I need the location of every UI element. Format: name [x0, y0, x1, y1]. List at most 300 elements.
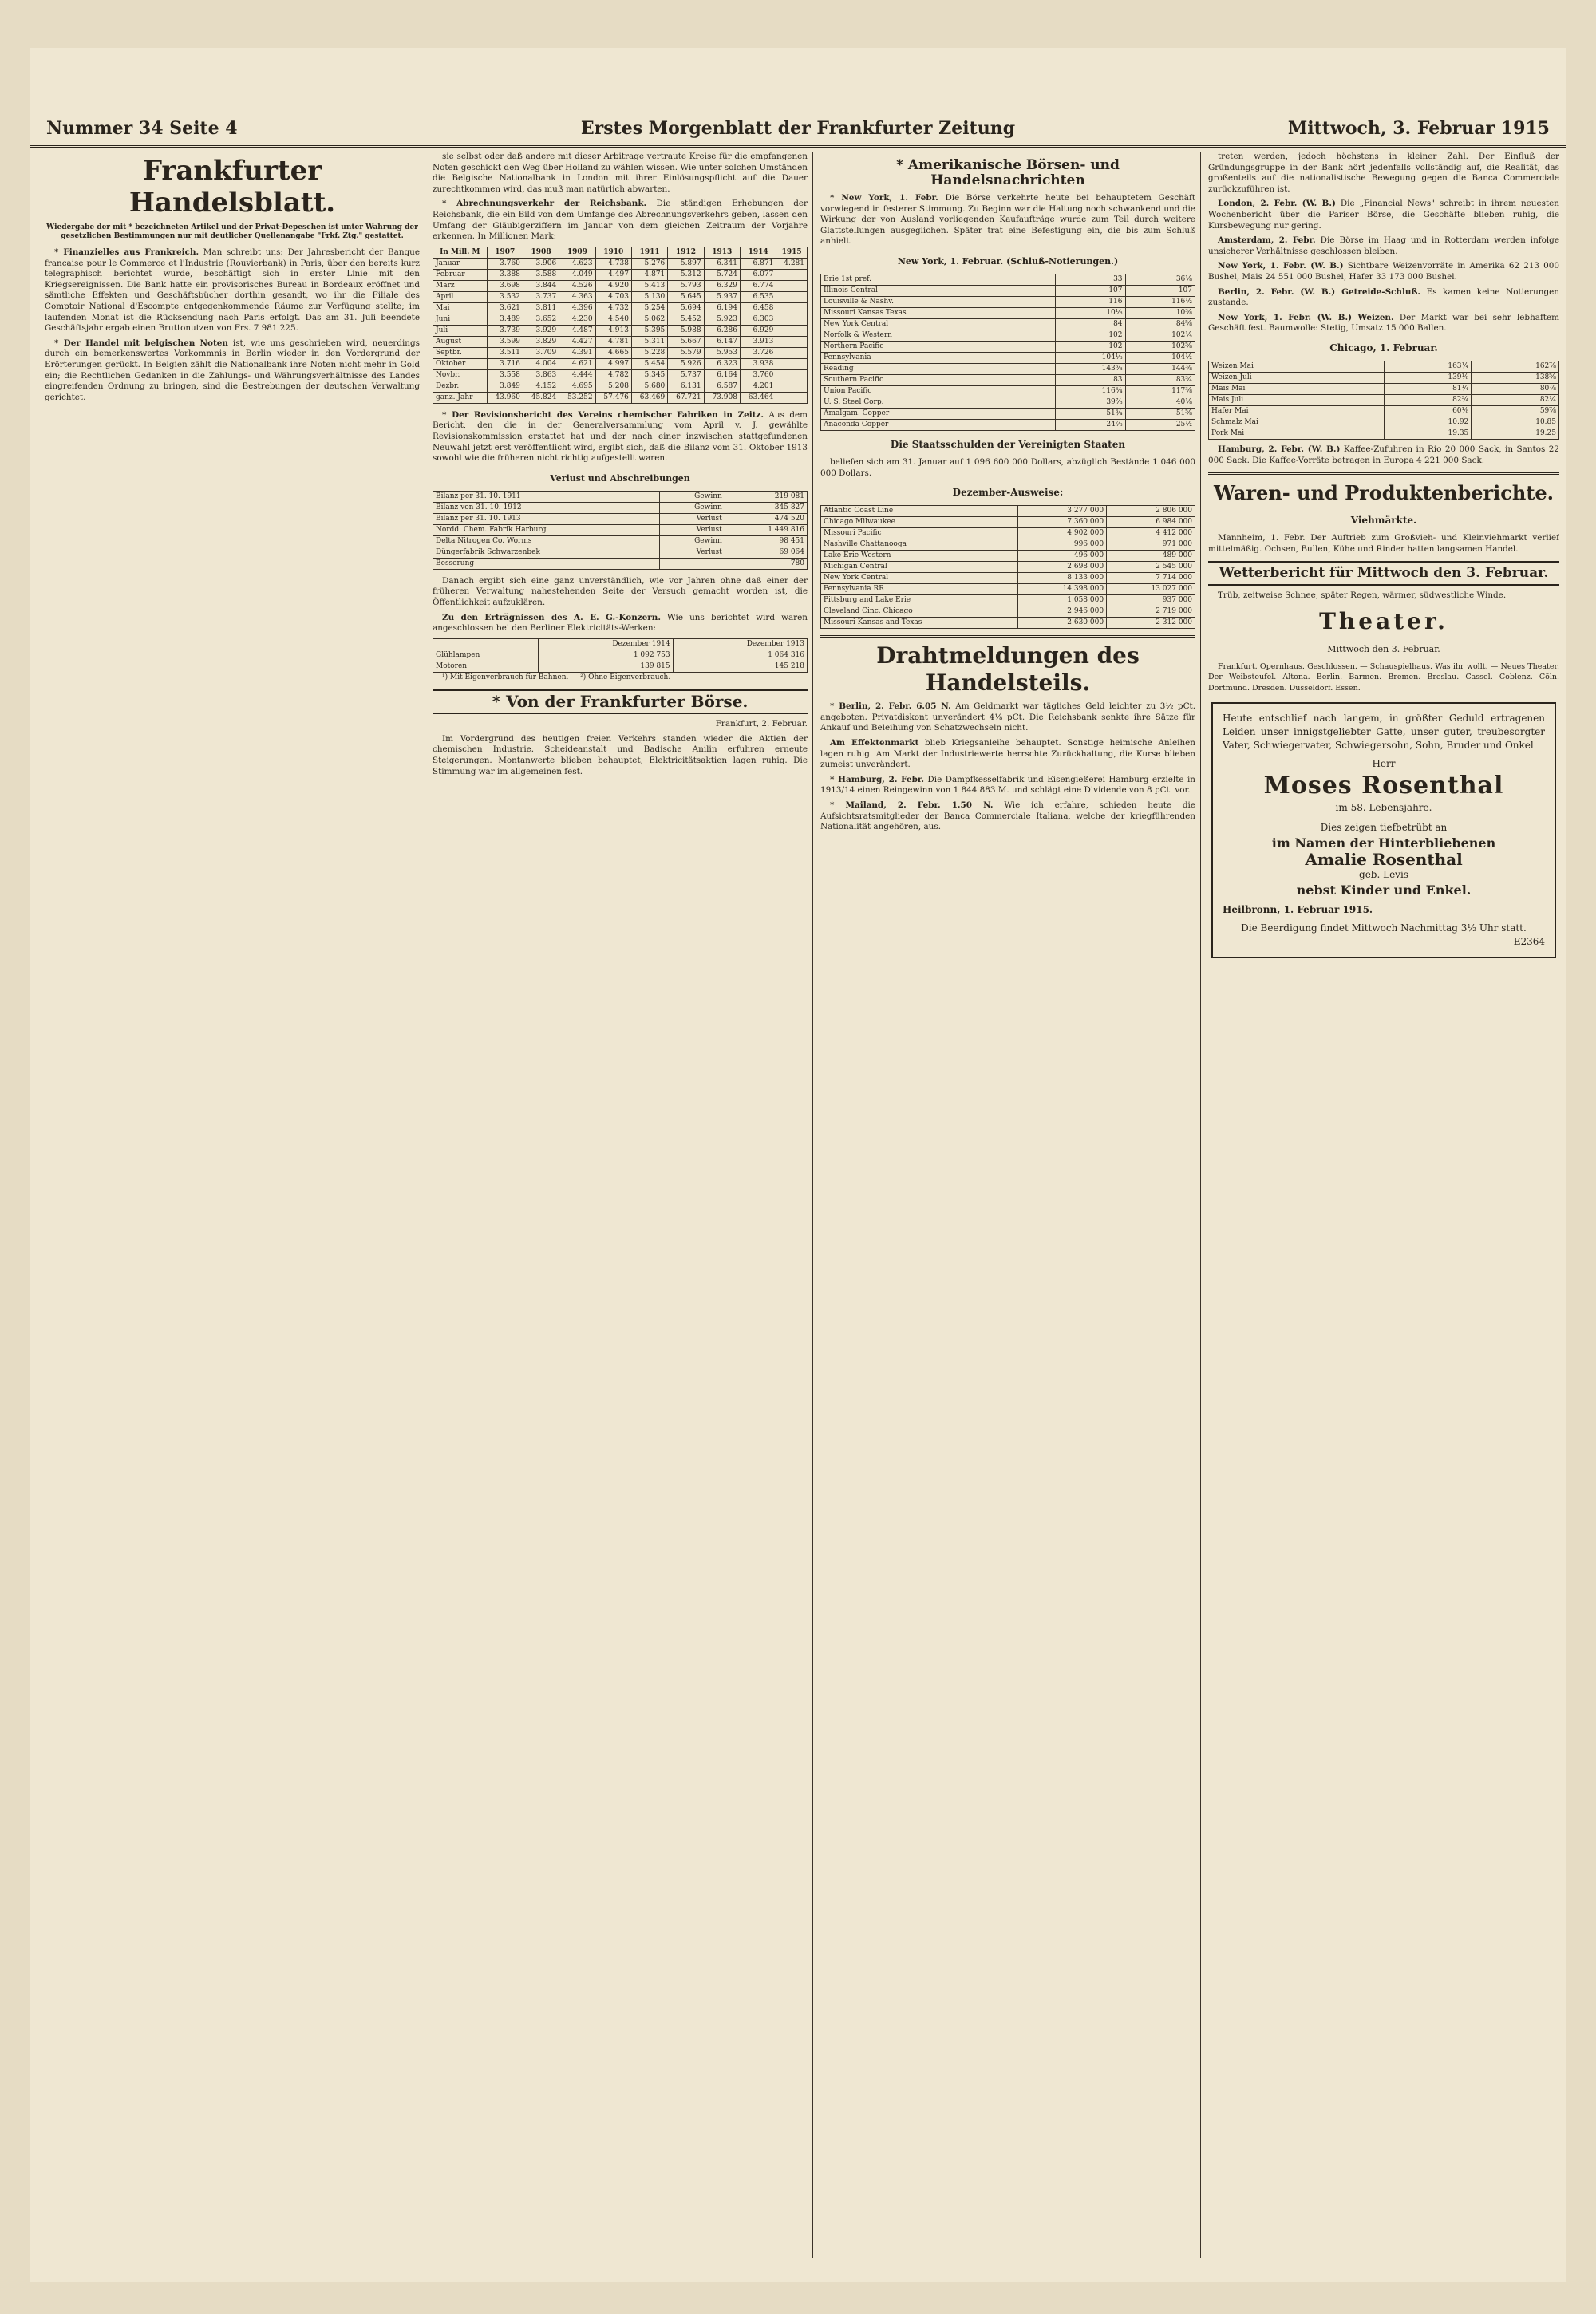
table-cell: 5.208 — [595, 381, 631, 392]
table-cell — [776, 369, 808, 381]
table-cell: 6.323 — [704, 358, 740, 369]
table-cell: 6.341 — [704, 258, 740, 269]
table-cell: 36⅛ — [1125, 274, 1195, 285]
article-headline: * New York, 1. Febr. — [830, 193, 938, 203]
table-cell — [776, 347, 808, 358]
issue-date: Mittwoch, 3. Februar 1915 — [1287, 118, 1550, 139]
table-cell: 14 398 000 — [1018, 584, 1107, 595]
section-title: Frankfurter Handelsblatt. — [128, 155, 336, 219]
article: * New York, 1. Febr. Die Börse verkehrte heute bei behauptetem Geschäft vorwiegend in festerer Stimmung. Zu Beginn war die Haltung noch schwankend und die Wirkung der von Ausland vorliegenden Kaufaufträge wurde zum Teil durch weitere Glattstellungen ausgeglichen. Später trat eine Befestigung ein, die bis zum Schluß anhielt. — [820, 193, 1195, 247]
theater-date: Mittwoch den 3. Februar. — [1327, 643, 1440, 654]
table-row — [433, 661, 808, 672]
table-cell: 3.929 — [523, 325, 559, 336]
column-header: 1910 — [595, 247, 631, 258]
table-cell: 4 412 000 — [1107, 528, 1195, 539]
table-cell: 3.588 — [523, 269, 559, 280]
dateline: Frankfurt, 2. Februar. — [715, 719, 808, 729]
column-handelsblatt — [45, 152, 420, 2258]
table-cell: 6.164 — [704, 369, 740, 381]
table-cell — [776, 325, 808, 336]
table-cell: 5.667 — [668, 336, 704, 347]
article: Amsterdam, 2. Febr. Die Börse im Haag und in Rotterdam werden infolge unsicherer Verhältnisse geschlossen bleiben. — [1208, 235, 1559, 256]
table-cell: 3 277 000 — [1018, 506, 1107, 517]
table-cell: 6.131 — [668, 381, 704, 392]
row-label: Glühlampen — [433, 650, 539, 661]
table-cell: 4.391 — [559, 347, 595, 358]
table-cell: 3.938 — [740, 358, 776, 369]
table-cell: 67.721 — [668, 392, 704, 403]
table-cell: 6.147 — [704, 336, 740, 347]
table-cell: 3.829 — [523, 336, 559, 347]
table-cell: 5.645 — [668, 291, 704, 302]
table-cell: 144⅜ — [1125, 363, 1195, 374]
table-row — [821, 296, 1195, 307]
article: beliefen sich am 31. Januar auf 1 096 600 000 Dollars, abzüglich Bestände 1 046 000 000 Dollars. — [820, 456, 1195, 478]
row-label: Hafer Mai — [1209, 405, 1385, 417]
table-cell: 6.774 — [740, 280, 776, 291]
table-cell: 4 902 000 — [1018, 528, 1107, 539]
table-title: Chicago, 1. Februar. — [1329, 342, 1438, 353]
table-cell: Verlust — [660, 513, 725, 524]
table-cell: 5.724 — [704, 269, 740, 280]
table-title: Verlust und Abschreibungen — [550, 472, 690, 484]
table-row — [1209, 372, 1559, 383]
table-cell: 117⅜ — [1125, 385, 1195, 397]
table-row — [821, 274, 1195, 285]
row-label: Dezbr. — [433, 381, 488, 392]
table-cell — [776, 336, 808, 347]
table-cell — [776, 302, 808, 314]
table-cell: 4.703 — [595, 291, 631, 302]
table-cell: 59⅞ — [1472, 405, 1559, 417]
theater-title: Theater. — [1319, 607, 1448, 634]
table-row — [433, 650, 808, 661]
table-cell: 6.929 — [740, 325, 776, 336]
table-row — [821, 352, 1195, 363]
column-divider — [812, 152, 813, 2258]
article-headline: * Abrechnungsverkehr der Reichsbank. — [442, 199, 647, 209]
table-cell: 163¼ — [1384, 361, 1472, 372]
funeral-info: Die Beerdigung findet Mittwoch Nachmittag 3½ Uhr statt. — [1241, 922, 1527, 934]
table-cell: 6.587 — [704, 381, 740, 392]
table-cell: 345 827 — [725, 502, 807, 513]
stock-quotes-table — [820, 274, 1195, 431]
table-row — [821, 419, 1195, 430]
table-cell: 937 000 — [1107, 595, 1195, 606]
table-cell: 4.623 — [559, 258, 595, 269]
table-cell — [776, 291, 808, 302]
table-row — [433, 258, 808, 269]
row-label: Pennsylvania RR — [821, 584, 1018, 595]
table-cell: Verlust — [660, 524, 725, 535]
table-row — [433, 302, 808, 314]
table-row — [433, 336, 808, 347]
table-row — [821, 528, 1195, 539]
table-cell: 51¾ — [1056, 408, 1125, 419]
deceased-name: Moses Rosenthal — [1263, 771, 1504, 800]
table-row — [433, 392, 808, 403]
article-headline: * Berlin, 2. Febr. 6.05 N. — [830, 701, 951, 712]
table-title: Die Staatsschulden der Vereinigten Staaten — [890, 438, 1126, 450]
table-row — [821, 318, 1195, 330]
table-cell: 2 719 000 — [1107, 606, 1195, 618]
row-label: Januar — [433, 258, 488, 269]
table-row — [1209, 383, 1559, 394]
table-cell: 145 218 — [673, 661, 807, 672]
table-cell: 102 — [1056, 341, 1125, 352]
table-row — [821, 517, 1195, 528]
table-row — [821, 374, 1195, 385]
row-label: Juli — [433, 325, 488, 336]
article: Mannheim, 1. Febr. Der Auftrieb zum Großvieh- und Kleinviehmarkt verlief mittelmäßig. Ochsen, Bullen, Kühe und Rinder hatten langsamen Handel. — [1208, 533, 1559, 554]
table-cell: 10.85 — [1472, 417, 1559, 428]
table-cell: 5.345 — [631, 369, 667, 381]
table-cell: 104½ — [1125, 352, 1195, 363]
table-cell: 5.276 — [631, 258, 667, 269]
table-cell: 83 — [1056, 374, 1125, 385]
table-cell: 5.130 — [631, 291, 667, 302]
table-cell: 5.254 — [631, 302, 667, 314]
chicago-table — [1208, 361, 1559, 440]
article-headline: Hamburg, 2. Febr. (W. B.) — [1218, 444, 1341, 454]
newspaper-title: Erstes Morgenblatt der Frankfurter Zeitung — [580, 118, 1016, 139]
table-row — [821, 606, 1195, 618]
table-row — [433, 547, 808, 558]
table-cell: 69 064 — [725, 547, 807, 558]
table-cell — [660, 558, 725, 569]
table-cell: Verlust — [660, 547, 725, 558]
table-row — [821, 307, 1195, 318]
table-cell: Dezember 1914 — [539, 638, 673, 650]
table-cell: 7 360 000 — [1018, 517, 1107, 528]
row-label: Besserung — [433, 558, 660, 569]
table-cell — [776, 381, 808, 392]
table-row — [433, 491, 808, 502]
table-row — [1209, 361, 1559, 372]
table-cell: 3.716 — [487, 358, 523, 369]
death-notice — [1211, 702, 1556, 958]
row-label: Erie 1st pref. — [821, 274, 1056, 285]
table-cell: 33 — [1056, 274, 1125, 285]
notice-place-date: Heilbronn, 1. Februar 1915. — [1223, 903, 1373, 915]
table-cell: 4.487 — [559, 325, 595, 336]
table-row — [433, 325, 808, 336]
table-cell: 3.532 — [487, 291, 523, 302]
table-row — [821, 551, 1195, 562]
column-header: 1914 — [740, 247, 776, 258]
table-cell: 39⅞ — [1056, 397, 1125, 408]
table-cell: 3.760 — [487, 258, 523, 269]
table-cell: 138⅝ — [1472, 372, 1559, 383]
table-cell: 3.849 — [487, 381, 523, 392]
row-label: Oktober — [433, 358, 488, 369]
table-cell: 104⅛ — [1056, 352, 1125, 363]
column-header: 1907 — [487, 247, 523, 258]
table-cell: 73.908 — [704, 392, 740, 403]
table-cell: 60⅛ — [1384, 405, 1472, 417]
widow-born: geb. Levis — [1359, 868, 1408, 880]
table-cell: 3.652 — [523, 314, 559, 325]
table-row — [433, 638, 808, 650]
table-cell: 116 — [1056, 296, 1125, 307]
article: Zu den Erträgnissen des A. E. G.-Konzern. Wie uns berichtet wird waren angeschlossen bei den Berliner Elektricitäts-Werken: — [433, 612, 808, 634]
row-label: Nordd. Chem. Fabrik Harburg — [433, 524, 660, 535]
article-headline: * Hamburg, 2. Febr. — [830, 774, 924, 784]
section-title: Waren- und Produktenberichte. — [1208, 472, 1559, 507]
article-headline: Amsterdam, 2. Febr. — [1218, 235, 1316, 246]
row-label: Pork Mai — [1209, 428, 1385, 439]
table-cell: Gewinn — [660, 491, 725, 502]
table-cell: 3.558 — [487, 369, 523, 381]
row-label: Norfolk & Western — [821, 330, 1056, 341]
row-label: Mais Mai — [1209, 383, 1385, 394]
row-label: Missouri Pacific — [821, 528, 1018, 539]
table-cell — [776, 280, 808, 291]
article: * Berlin, 2. Febr. 6.05 N. Am Geldmarkt war tägliches Geld leichter zu 3½ pCt. angeboten. Privatdiskont unverändert 4⅛ pCt. Die Reichsbank senkte ihre Sätze für Ankauf und Beleihung von Schatzwechseln nicht. — [820, 701, 1195, 733]
row-label: Bilanz von 31. 10. 1912 — [433, 502, 660, 513]
table-cell: 107 — [1125, 285, 1195, 296]
table-row — [821, 330, 1195, 341]
table-cell: 4.621 — [559, 358, 595, 369]
widow-name: Amalie Rosenthal — [1305, 849, 1463, 869]
table-cell: 6.077 — [740, 269, 776, 280]
table-cell: 116½ — [1125, 296, 1195, 307]
subsection-title: Viehmärkte. — [1350, 515, 1417, 527]
table-cell: 6.303 — [740, 314, 776, 325]
table-row — [821, 397, 1195, 408]
table-cell: 3.698 — [487, 280, 523, 291]
table-cell: 102¼ — [1125, 330, 1195, 341]
table-row — [821, 562, 1195, 573]
table-title: New York, 1. Februar. (Schluß-Notierungen.) — [897, 255, 1119, 267]
theater-listing: Frankfurt. Opernhaus. Geschlossen. — Schauspielhaus. Was ihr wollt. — Neues Theater. Der Weibsteufel. Altona. Berlin. Barmen. Bremen. Breslau. Cassel. Coblenz. Cöln. Dortmund. Dresden. Düsseldorf. Essen. — [1208, 661, 1559, 693]
row-label: Mai — [433, 302, 488, 314]
column-divider — [1200, 152, 1201, 2258]
row-label: Anaconda Copper — [821, 419, 1056, 430]
table-cell: 4.004 — [523, 358, 559, 369]
row-label: Lake Erie Western — [821, 551, 1018, 562]
row-label: Southern Pacific — [821, 374, 1056, 385]
table-cell: 139⅛ — [1384, 372, 1472, 383]
table-cell: 474 520 — [725, 513, 807, 524]
table-row — [433, 524, 808, 535]
table-cell — [776, 269, 808, 280]
row-label: Union Pacific — [821, 385, 1056, 397]
table-row — [821, 618, 1195, 629]
table-cell: 3.739 — [487, 325, 523, 336]
table-row — [1209, 428, 1559, 439]
table-cell: 3.599 — [487, 336, 523, 347]
table-cell: 5.413 — [631, 280, 667, 291]
article-headline: Zu den Erträgnissen des A. E. G.-Konzern. — [442, 612, 661, 622]
table-row — [433, 513, 808, 524]
table-cell: 4.201 — [740, 381, 776, 392]
row-label: Mais Juli — [1209, 394, 1385, 405]
column-reichsbank — [433, 152, 808, 2258]
article-headline: London, 2. Febr. (W. B.) — [1218, 199, 1336, 209]
table-cell: 5.454 — [631, 358, 667, 369]
table-cell: 5.926 — [668, 358, 704, 369]
row-label: Juni — [433, 314, 488, 325]
table-cell: 98 451 — [725, 535, 807, 547]
table-cell: 3.388 — [487, 269, 523, 280]
article: * Der Handel mit belgischen Noten ist, wie uns geschrieben wird, neuerdings durch ein bemerkenswertes Vorkommnis in Berlin wieder in den Vordergrund der Erörterungen gerückt. In Belgien zählt die Nationalbank ihre Noten nicht mehr in Gold ein; die Rechtlichen Gedanken in die Zahlungs- und Währungsverhältnisse des Landes eingreifenden Ordnung zu bringen, sind die Bestrebungen der deutschen Verwaltung gerichtet. — [45, 338, 420, 402]
table-row — [433, 347, 808, 358]
table-cell: 5.579 — [668, 347, 704, 358]
table-cell: 971 000 — [1107, 539, 1195, 551]
article: * Der Revisionsbericht des Vereins chemischer Fabriken in Zeitz. Aus dem Bericht, den die in der Generalversammlung vom April v. J. gewählte Revisionskommission erstattet hat und der nach einer inzwischen stattgefundenen Neuwahl jetzt erst veröffentlicht wird, ergibt sich, daß die Bilanz vom 31. Oktober 1913 sowohl wie die früheren nicht richtig aufgestellt waren. — [433, 409, 808, 464]
table-cell: 84⅝ — [1125, 318, 1195, 330]
row-label: Delta Nitrogen Co. Worms — [433, 535, 660, 547]
table-cell: 80⅞ — [1472, 383, 1559, 394]
table-header-row — [433, 247, 808, 258]
table-cell: 6.871 — [740, 258, 776, 269]
row-label: Pittsburg and Lake Erie — [821, 595, 1018, 606]
table-cell: 10⅜ — [1125, 307, 1195, 318]
table-cell: 3.709 — [523, 347, 559, 358]
table-row — [433, 558, 808, 569]
table-row — [433, 502, 808, 513]
ad-code: E2364 — [1513, 935, 1545, 947]
column-header: 1909 — [559, 247, 595, 258]
table-cell: 5.953 — [704, 347, 740, 358]
row-label: New York Central — [821, 573, 1018, 584]
table-cell: 8 133 000 — [1018, 573, 1107, 584]
table-cell: 4.526 — [559, 280, 595, 291]
deceased-age: im 58. Lebensjahre. — [1335, 801, 1432, 813]
row-label: Louisville & Nashv. — [821, 296, 1056, 307]
table-cell: 3.863 — [523, 369, 559, 381]
row-label: Düngerfabrik Schwarzenbek — [433, 547, 660, 558]
table-cell: 40⅛ — [1125, 397, 1195, 408]
article: Danach ergibt sich eine ganz unverständlich, wie vor Jahren ohne daß einer der früheren Verwaltung nahestehenden Seite der Versuch gemacht worden ist, die Öffentlichkeit aufzuklären. — [433, 575, 808, 607]
column-amerika — [820, 152, 1195, 2258]
table-cell: 4.497 — [595, 269, 631, 280]
table-cell: Gewinn — [660, 535, 725, 547]
row-label: Missouri Kansas and Texas — [821, 618, 1018, 629]
table-cell: 162⅞ — [1472, 361, 1559, 372]
table-cell: 4.363 — [559, 291, 595, 302]
table-row — [433, 314, 808, 325]
weather-title: Wetterbericht für Mittwoch den 3. Februar. — [1208, 561, 1559, 586]
table-row — [821, 385, 1195, 397]
table-cell: 4.871 — [631, 269, 667, 280]
table-title: Dezember-Ausweise: — [952, 487, 1064, 499]
article-headline: Am Effektenmarkt — [830, 737, 919, 748]
copyright-note: Wiedergabe der mit * bezeichneten Artikel und der Privat-Depeschen ist unter Wahrung der gesetzlichen Bestimmungen nur mit deutlicher Quellenangabe "Frkf. Ztg." gestattet. — [46, 223, 418, 240]
row-label: Bilanz per 31. 10. 1913 — [433, 513, 660, 524]
row-label: März — [433, 280, 488, 291]
table-row — [433, 280, 808, 291]
section-title: Drahtmeldungen des Handelsteils. — [820, 635, 1195, 697]
table-cell: 1 449 816 — [725, 524, 807, 535]
table-cell: 43.960 — [487, 392, 523, 403]
column-header: 1915 — [776, 247, 808, 258]
table-cell: 3.811 — [523, 302, 559, 314]
table-cell: 4.665 — [595, 347, 631, 358]
table-row — [1209, 417, 1559, 428]
row-label: Motoren — [433, 661, 539, 672]
table-cell: 4.738 — [595, 258, 631, 269]
table-cell: 10.92 — [1384, 417, 1472, 428]
table-cell: 780 — [725, 558, 807, 569]
table-cell: 116¾ — [1056, 385, 1125, 397]
row-label: Reading — [821, 363, 1056, 374]
table-cell: 3.844 — [523, 280, 559, 291]
table-cell: 5.897 — [668, 258, 704, 269]
table-cell: 6.535 — [740, 291, 776, 302]
table-row — [433, 369, 808, 381]
table-cell: 102 — [1056, 330, 1125, 341]
table-cell: 6.286 — [704, 325, 740, 336]
masthead — [30, 113, 1566, 148]
table-cell: 996 000 — [1018, 539, 1107, 551]
table-cell: 3.760 — [740, 369, 776, 381]
row-label: Illinois Central — [821, 285, 1056, 296]
newspaper-page — [30, 48, 1566, 2282]
article-headline: * Finanzielles aus Frankreich. — [54, 247, 200, 257]
table-cell: 63.469 — [631, 392, 667, 403]
table-row — [821, 341, 1195, 352]
table-cell: 82¾ — [1384, 394, 1472, 405]
footnote: ¹) Mit Eigenverbrauch für Bahnen. — ²) Ohne Eigenverbrauch. — [442, 673, 671, 681]
table-cell: 5.452 — [668, 314, 704, 325]
row-label: Atlantic Coast Line — [821, 506, 1018, 517]
table-row — [821, 573, 1195, 584]
table-cell: 63.464 — [740, 392, 776, 403]
article: London, 2. Febr. (W. B.) Die „Financial News" schreibt in ihrem neuesten Wochenbericht über die Pariser Börse, die Geschäfte blieben ruhig, die Kursbewegung nur gering. — [1208, 199, 1559, 231]
article: * Hamburg, 2. Febr. Die Dampfkesselfabrik und Eisengießerei Hamburg erzielte in 1913/14 einen Reingewinn von 1 844 883 M. und schlägt eine Dividende von 8 pCt. vor. — [820, 774, 1195, 796]
table-cell: 5.312 — [668, 269, 704, 280]
table-cell: 3.726 — [740, 347, 776, 358]
table-cell: 6.194 — [704, 302, 740, 314]
table-row — [433, 535, 808, 547]
table-cell — [776, 392, 808, 403]
row-label: Chicago Milwaukee — [821, 517, 1018, 528]
table-row — [821, 363, 1195, 374]
row-label: Februar — [433, 269, 488, 280]
table-cell: 7 714 000 — [1107, 573, 1195, 584]
table-cell: 2 312 000 — [1107, 618, 1195, 629]
column-header: 1908 — [523, 247, 559, 258]
table-cell: 3.913 — [740, 336, 776, 347]
table-cell: 1 064 316 — [673, 650, 807, 661]
table-cell: 13 027 000 — [1107, 584, 1195, 595]
table-cell: 5.228 — [631, 347, 667, 358]
table-cell: 4.427 — [559, 336, 595, 347]
notice-behalf: im Namen der Hinterbliebenen — [1271, 835, 1496, 851]
row-label: August — [433, 336, 488, 347]
table-cell: 2 630 000 — [1018, 618, 1107, 629]
table-cell: 24⅞ — [1056, 419, 1125, 430]
table-cell: 3.621 — [487, 302, 523, 314]
table-cell: 139 815 — [539, 661, 673, 672]
table-cell: 4.782 — [595, 369, 631, 381]
table-cell: 4.049 — [559, 269, 595, 280]
notice-family: nebst Kinder und Enkel. — [1296, 882, 1472, 898]
row-label — [433, 638, 539, 650]
table-cell: 6.329 — [704, 280, 740, 291]
table-cell: 84 — [1056, 318, 1125, 330]
article-headline: New York, 1. Febr. (W. B.) Weizen. — [1218, 312, 1394, 322]
row-label: Michigan Central — [821, 562, 1018, 573]
table-cell: 3.737 — [523, 291, 559, 302]
table-cell: 25½ — [1125, 419, 1195, 430]
table-row — [821, 584, 1195, 595]
table-row — [821, 285, 1195, 296]
table-cell: 5.988 — [668, 325, 704, 336]
railway-earnings-table — [820, 505, 1195, 629]
